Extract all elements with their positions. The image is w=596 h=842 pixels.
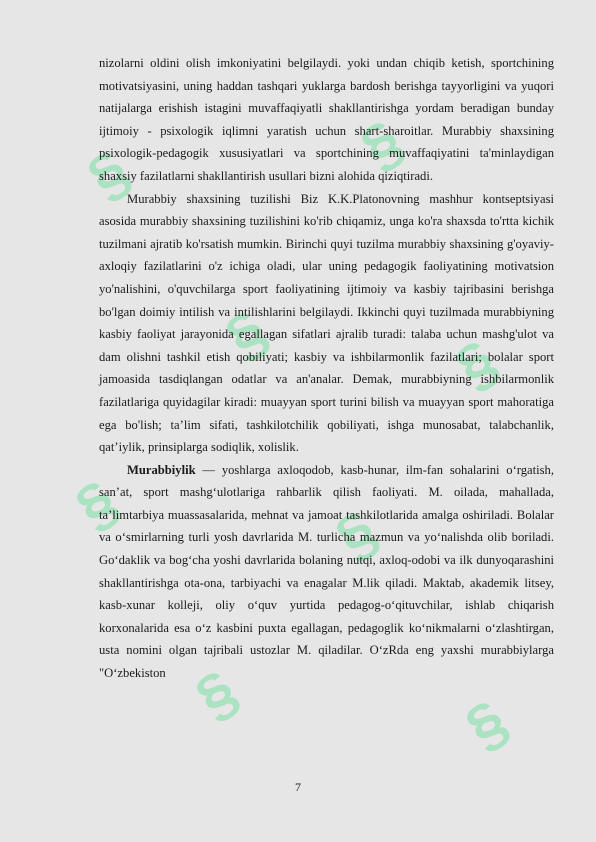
paragraph-1 bbox=[99, 52, 554, 188]
watermark-logo: § bbox=[348, 107, 415, 182]
paragraph-2-text: Murabbiy shaxsining tuzilishi Biz K.K.Platonovning mashhur kontseptsiyasi asosida murabbiy shaxsining tuzilishini ko'rib chiqamiz, unga ko'ra shaxsda to'rtta kichik tuzilmani ajratib ko'rsatish mumkin. Birinchi quyi tuzilma murabbiy shaxsining g'oyaviy-axloqiy fazilatlarini o'z ichiga oladi, ular uning pedagogik faoliyatining motivatsion yo'nalishini, o'quvchilarga sport faoliyatining ijtimoiy va kasbiy tajribasini berishga bo'lgan doimiy intilish va intilishlarini belgilaydi. Ikkinchi quyi tuzilmada murabbiyning kasbiy faoliyat jarayonida egallagan sifatlari ajralib turadi: talaba uchun mashg'ulot va dam olishni tashkil etish qobiliyati; kasbiy va ishbilarmonlik fazilatlari; bolalar sport jamoasida tasdiqlangan odatlar va an'analar. Demak, murabbiyning ishbilarmonlik fazilatlariga quyidagilar kiradi: muayyan sport turini bilish va muayyan sport mahoratiga ega bo'lish; ta’lim sifati, tashkilotchilik qobiliyati, ishga munosabat, talabchanlik, qat’iylik, prinsiplarga sodiqlik, xolislik. bbox=[99, 191, 554, 455]
paragraph-3 bbox=[99, 459, 554, 685]
watermark-logo: § bbox=[75, 137, 142, 212]
page-number: 7 bbox=[295, 780, 301, 794]
paragraph-2 bbox=[99, 188, 554, 459]
watermark-logo: § bbox=[453, 687, 520, 762]
paragraph-3-term: Murabbiylik bbox=[127, 462, 196, 477]
paragraph-3-text: — yoshlarga axloqodob, kasb-hunar, ilm-fan sohalarini o‘rgatish, san’at, sport mashg‘ulotlariga rahbarlik qilish faoliyati. M. oilada, mahallada, ta’limtarbiya muassasalarida, mehnat va jamoat tashkilotlarida amalga oshiriladi. Bolalar va o‘smirlarning turli yosh davrlarida M. turlicha mazmun va yo‘nalishda olib boriladi. Go‘daklik va bog‘cha yoshi davrlarida bolaning nutqi, axloq-odobi va ilk dunyoqarashini shakllantirishga ota-ona, tarbiyachi va enagalar M.lik qiladi. Maktab, akademik litsey, kasb-xunar kolleji, oliy o‘quv yurtida pedagog-o‘qituvchilar, ishlab chiqarish korxonalarida esa o‘z kasbini puxta egallagan, pedagoglik ko‘nikmalarni o‘zlashtirgan, usta nomini olgan tajribali ustozlar M. qiladilar. O‘zRda eng yaxshi murabbiylarga "O‘zbekiston bbox=[99, 462, 554, 681]
watermark-logo: § bbox=[213, 297, 280, 372]
paragraph-1-text: nizolarni oldini olish imkoniyatini belgilaydi. yoki undan chiqib ketish, sportchining motivatsiyasini, uning haddan tashqari yuklarga bardosh berishga tayyorligini va yuqori natijalarga erishish istagini muvaffaqiyatli shakllantirishga yordam beradigan bunday ijtimoiy - psixologik iqlimni yaratish uchun shart-sharoitlar. Murabbiy shaxsining psixologik-pedagogik xususiyatlari va sportchining muvaffaqiyatini ta'minlaydigan shaxsiy fazilatlarni shakllantirish usullari bizni alohida qiziqtiradi. bbox=[99, 56, 554, 183]
watermark-logo: § bbox=[63, 467, 130, 542]
watermark-logo: § bbox=[323, 497, 390, 572]
document-body bbox=[99, 52, 554, 685]
watermark-logo: § bbox=[443, 327, 510, 402]
watermark-logo: § bbox=[183, 657, 250, 732]
